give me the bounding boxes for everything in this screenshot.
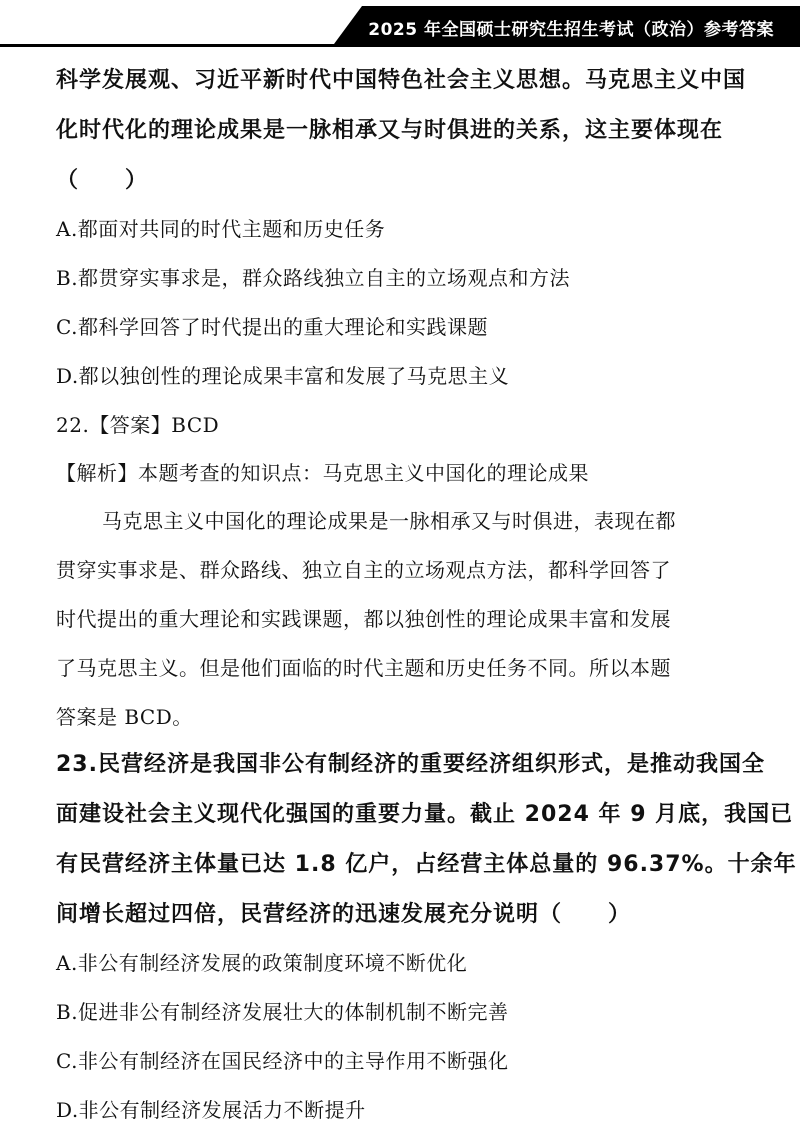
q23-stem-line-4: 间增长超过四倍，民营经济的迅速发展充分说明（ ） xyxy=(56,902,632,927)
q23-stem-line-3: 有民营经济主体量已达 1.8 亿户，占经营主体总量的 96.37%。十余年 xyxy=(56,852,797,877)
q23-option-c: C.非公有制经济在国民经济中的主导作用不断强化 xyxy=(56,1049,509,1073)
q22-analysis-title: 【解析】本题考查的知识点：马克思主义中国化的理论成果 xyxy=(56,461,589,485)
q22-analysis-line-2: 贯穿实事求是、群众路线、独立自主的立场观点方法，都科学回答了 xyxy=(56,558,671,582)
q23-stem-line-1: 23.民营经济是我国非公有制经济的重要经济组织形式，是推动我国全 xyxy=(56,752,765,777)
q22-stem-line-3: （ ） xyxy=(56,168,149,193)
q22-analysis-line-1: 马克思主义中国化的理论成果是一脉相承又与时俱进，表现在都 xyxy=(102,509,676,533)
q22-analysis-line-4: 了马克思主义。但是他们面临的时代主题和历史任务不同。所以本题 xyxy=(56,656,671,680)
q22-analysis-line-5: 答案是 BCD。 xyxy=(56,705,193,729)
q22-stem-line-2: 化时代化的理论成果是一脉相承又与时俱进的关系，这主要体现在 xyxy=(56,118,724,143)
header-rule xyxy=(0,44,800,47)
q23-stem-line-2: 面建设社会主义现代化强国的重要力量。截止 2024 年 9 月底，我国已 xyxy=(56,802,794,827)
q23-option-a: A.非公有制经济发展的政策制度环境不断优化 xyxy=(56,951,468,975)
q22-answer: 22.【答案】BCD xyxy=(56,413,220,437)
q22-option-b: B.都贯穿实事求是，群众路线独立自主的立场观点和方法 xyxy=(56,266,571,290)
q22-option-d: D.都以独创性的理论成果丰富和发展了马克思主义 xyxy=(56,364,510,388)
q22-option-a: A.都面对共同的时代主题和历史任务 xyxy=(56,217,386,241)
q23-option-b: B.促进非公有制经济发展壮大的体制机制不断完善 xyxy=(56,1000,509,1024)
header-title: 2025 年全国硕士研究生招生考试（政治）参考答案 xyxy=(368,20,774,40)
q22-option-c: C.都科学回答了时代提出的重大理论和实践课题 xyxy=(56,315,488,339)
page-header xyxy=(0,6,800,44)
q22-stem-line-1: 科学发展观、习近平新时代中国特色社会主义思想。马克思主义中国 xyxy=(56,68,747,93)
q22-analysis-line-3: 时代提出的重大理论和实践课题，都以独创性的理论成果丰富和发展 xyxy=(56,607,671,631)
q23-option-d: D.非公有制经济发展活力不断提升 xyxy=(56,1098,366,1122)
